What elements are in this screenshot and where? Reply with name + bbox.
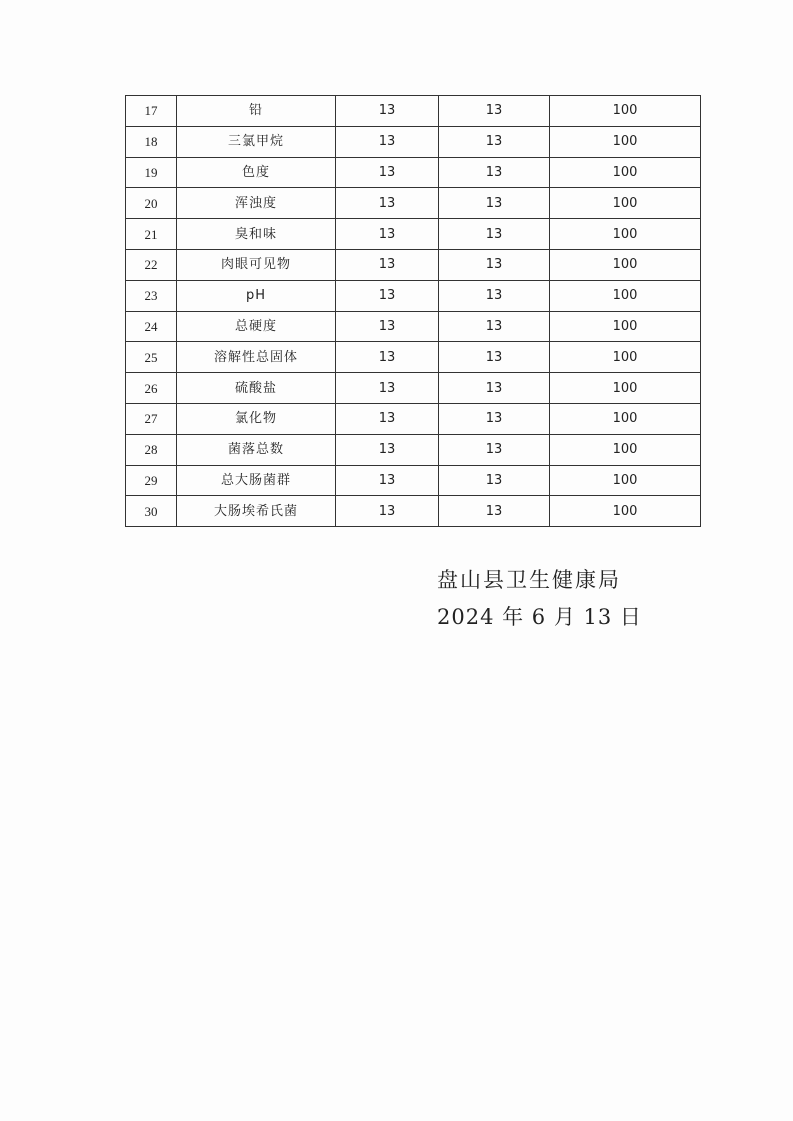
item-name-cell: 总硬度: [177, 311, 336, 342]
signature-block: [437, 570, 642, 628]
count-b-cell: 13: [439, 249, 550, 280]
issue-date: 2024 年 6 月 13 日: [437, 605, 642, 629]
table-row: [126, 96, 701, 127]
rate-cell: 100: [550, 188, 701, 219]
row-number-cell: 29: [126, 465, 177, 496]
issuing-organization: 盘山县卫生健康局: [437, 568, 621, 592]
count-b-cell: 13: [439, 157, 550, 188]
count-b-cell: 13: [439, 403, 550, 434]
results-table: [125, 95, 701, 527]
results-table-body: [126, 96, 701, 527]
item-name-cell: 浑浊度: [177, 188, 336, 219]
count-a-cell: 13: [336, 219, 439, 250]
count-b-cell: 13: [439, 465, 550, 496]
count-b-cell: 13: [439, 434, 550, 465]
rate-cell: 100: [550, 96, 701, 127]
count-a-cell: 13: [336, 311, 439, 342]
count-a-cell: 13: [336, 188, 439, 219]
table-row: [126, 434, 701, 465]
rate-cell: 100: [550, 157, 701, 188]
count-a-cell: 13: [336, 157, 439, 188]
count-a-cell: 13: [336, 373, 439, 404]
count-a-cell: 13: [336, 126, 439, 157]
count-a-cell: 13: [336, 465, 439, 496]
table-row: [126, 465, 701, 496]
item-name-cell: 氯化物: [177, 403, 336, 434]
table-row: [126, 342, 701, 373]
rate-cell: 100: [550, 496, 701, 527]
count-b-cell: 13: [439, 219, 550, 250]
item-name-cell: 臭和味: [177, 219, 336, 250]
rate-cell: 100: [550, 311, 701, 342]
count-b-cell: 13: [439, 188, 550, 219]
item-name-cell: 硫酸盐: [177, 373, 336, 404]
table-row: [126, 249, 701, 280]
count-a-cell: 13: [336, 280, 439, 311]
table-row: [126, 373, 701, 404]
table-row: [126, 311, 701, 342]
row-number-cell: 26: [126, 373, 177, 404]
count-b-cell: 13: [439, 496, 550, 527]
count-b-cell: 13: [439, 373, 550, 404]
item-name-cell: pH: [177, 280, 336, 311]
item-name-cell: 铅: [177, 96, 336, 127]
row-number-cell: 23: [126, 280, 177, 311]
count-a-cell: 13: [336, 249, 439, 280]
row-number-cell: 24: [126, 311, 177, 342]
count-b-cell: 13: [439, 126, 550, 157]
item-name-cell: 肉眼可见物: [177, 249, 336, 280]
table-row: [126, 280, 701, 311]
row-number-cell: 30: [126, 496, 177, 527]
item-name-cell: 总大肠菌群: [177, 465, 336, 496]
item-name-cell: 菌落总数: [177, 434, 336, 465]
row-number-cell: 25: [126, 342, 177, 373]
row-number-cell: 27: [126, 403, 177, 434]
count-a-cell: 13: [336, 96, 439, 127]
count-a-cell: 13: [336, 403, 439, 434]
row-number-cell: 18: [126, 126, 177, 157]
table-row: [126, 496, 701, 527]
row-number-cell: 19: [126, 157, 177, 188]
item-name-cell: 溶解性总固体: [177, 342, 336, 373]
rate-cell: 100: [550, 126, 701, 157]
count-b-cell: 13: [439, 311, 550, 342]
item-name-cell: 三氯甲烷: [177, 126, 336, 157]
row-number-cell: 20: [126, 188, 177, 219]
rate-cell: 100: [550, 434, 701, 465]
table-row: [126, 219, 701, 250]
item-name-cell: 色度: [177, 157, 336, 188]
table-row: [126, 403, 701, 434]
rate-cell: 100: [550, 342, 701, 373]
rate-cell: 100: [550, 373, 701, 404]
table-row: [126, 126, 701, 157]
row-number-cell: 22: [126, 249, 177, 280]
count-a-cell: 13: [336, 434, 439, 465]
count-b-cell: 13: [439, 96, 550, 127]
item-name-cell: 大肠埃希氏菌: [177, 496, 336, 527]
row-number-cell: 17: [126, 96, 177, 127]
table-row: [126, 157, 701, 188]
rate-cell: 100: [550, 219, 701, 250]
row-number-cell: 28: [126, 434, 177, 465]
rate-cell: 100: [550, 249, 701, 280]
rate-cell: 100: [550, 465, 701, 496]
count-b-cell: 13: [439, 280, 550, 311]
rate-cell: 100: [550, 403, 701, 434]
row-number-cell: 21: [126, 219, 177, 250]
table-row: [126, 188, 701, 219]
count-a-cell: 13: [336, 342, 439, 373]
rate-cell: 100: [550, 280, 701, 311]
count-b-cell: 13: [439, 342, 550, 373]
count-a-cell: 13: [336, 496, 439, 527]
